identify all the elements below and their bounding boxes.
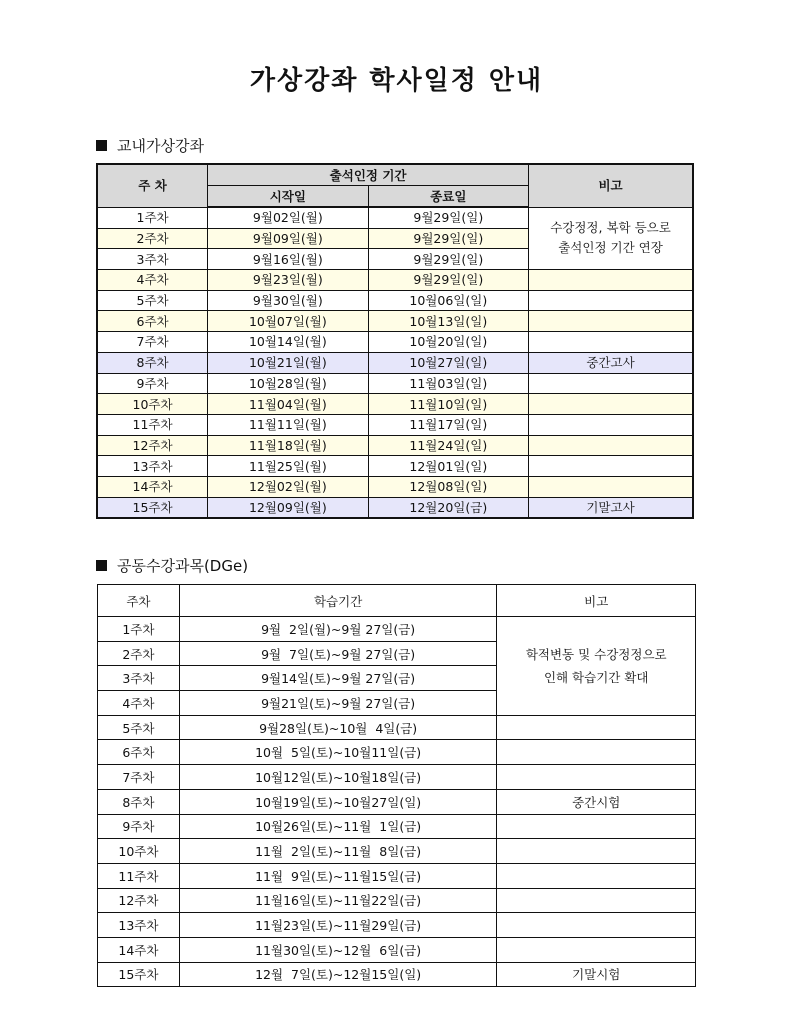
table-row <box>97 373 693 394</box>
cell-week: 13주차 <box>97 456 208 477</box>
cell-end: 11월17일(일) <box>368 414 528 435</box>
cell-period: 9월28일(토)~10월 4일(금) <box>179 715 497 740</box>
cell-note <box>497 765 696 790</box>
cell-period: 11월16일(토)~11월22일(금) <box>179 888 497 913</box>
cell-start: 12월09일(월) <box>208 497 368 518</box>
table-row <box>98 888 696 913</box>
table-row <box>98 937 696 962</box>
cell-start: 9월02일(월) <box>208 207 368 228</box>
table-row <box>97 497 693 518</box>
square-bullet-icon <box>96 560 107 571</box>
cell-week: 6주차 <box>98 740 180 765</box>
cell-note <box>497 740 696 765</box>
header-week: 주차 <box>98 585 180 617</box>
table-row <box>97 290 693 311</box>
cell-note <box>497 937 696 962</box>
table-row <box>98 789 696 814</box>
cell-note: 기말시험 <box>497 962 696 987</box>
cell-note <box>497 913 696 938</box>
cell-period: 11월 2일(토)~11월 8일(금) <box>179 839 497 864</box>
cell-end: 10월27일(일) <box>368 352 528 373</box>
table-row <box>98 913 696 938</box>
cell-week: 1주차 <box>98 617 180 642</box>
section-heading-campus <box>96 135 204 156</box>
cell-start: 10월21일(월) <box>208 352 368 373</box>
cell-end: 12월08일(일) <box>368 476 528 497</box>
table-row <box>97 435 693 456</box>
header-attendance: 출석인정 기간 <box>208 164 529 186</box>
cell-week: 6주차 <box>97 311 208 332</box>
cell-week: 11주차 <box>98 863 180 888</box>
cell-end: 9월29일(일) <box>368 249 528 270</box>
cell-period: 9월21일(토)~9월 27일(금) <box>179 691 497 716</box>
cell-note-extension <box>497 617 696 716</box>
table-row <box>98 839 696 864</box>
table-row <box>97 270 693 291</box>
cell-note: 기말고사 <box>529 497 693 518</box>
cell-period: 11월23일(토)~11월29일(금) <box>179 913 497 938</box>
page-title: 가상강좌 학사일정 안내 <box>249 66 544 96</box>
cell-week: 15주차 <box>97 497 208 518</box>
cell-note <box>497 839 696 864</box>
table-row <box>98 814 696 839</box>
cell-start: 11월04일(월) <box>208 394 368 415</box>
cell-week: 2주차 <box>97 228 208 249</box>
section-heading-dge <box>96 555 248 576</box>
section-heading-label: 교내가상강좌 <box>117 137 204 155</box>
cell-week: 4주차 <box>97 270 208 291</box>
cell-week: 13주차 <box>98 913 180 938</box>
cell-period: 9월 7일(토)~9월 27일(금) <box>179 641 497 666</box>
cell-week: 1주차 <box>97 207 208 228</box>
cell-period: 10월26일(토)~11월 1일(금) <box>179 814 497 839</box>
table-row <box>97 476 693 497</box>
cell-note <box>529 394 693 415</box>
cell-note-extension <box>529 207 693 270</box>
header-start: 시작일 <box>208 186 368 208</box>
cell-week: 9주차 <box>98 814 180 839</box>
cell-note <box>497 715 696 740</box>
square-bullet-icon <box>96 140 107 151</box>
cell-week: 5주차 <box>97 290 208 311</box>
cell-week: 3주차 <box>98 666 180 691</box>
cell-start: 12월02일(월) <box>208 476 368 497</box>
header-week: 주 차 <box>97 164 208 207</box>
cell-end: 10월20일(일) <box>368 332 528 353</box>
cell-start: 11월11일(월) <box>208 414 368 435</box>
header-end: 종료일 <box>368 186 528 208</box>
cell-week: 10주차 <box>98 839 180 864</box>
cell-period: 11월30일(토)~12월 6일(금) <box>179 937 497 962</box>
cell-week: 3주차 <box>97 249 208 270</box>
table-row <box>98 740 696 765</box>
table-row <box>97 207 693 228</box>
cell-start: 11월25일(월) <box>208 456 368 477</box>
table-row <box>97 394 693 415</box>
cell-end: 9월29일(일) <box>368 207 528 228</box>
cell-start: 9월23일(월) <box>208 270 368 291</box>
cell-end: 11월03일(일) <box>368 373 528 394</box>
cell-start: 10월28일(월) <box>208 373 368 394</box>
table-row <box>97 311 693 332</box>
cell-end: 9월29일(일) <box>368 228 528 249</box>
cell-start: 10월07일(월) <box>208 311 368 332</box>
cell-period: 9월 2일(월)~9월 27일(금) <box>179 617 497 642</box>
cell-week: 7주차 <box>98 765 180 790</box>
cell-week: 5주차 <box>98 715 180 740</box>
cell-week: 9주차 <box>97 373 208 394</box>
cell-end: 10월13일(일) <box>368 311 528 332</box>
table-row <box>97 352 693 373</box>
cell-week: 14주차 <box>98 937 180 962</box>
cell-note <box>497 814 696 839</box>
section-heading-label: 공동수강과목(DGe) <box>117 557 249 575</box>
cell-start: 9월16일(월) <box>208 249 368 270</box>
cell-week: 4주차 <box>98 691 180 716</box>
cell-week: 7주차 <box>97 332 208 353</box>
cell-week: 8주차 <box>98 789 180 814</box>
cell-start: 9월09일(월) <box>208 228 368 249</box>
table-row <box>98 715 696 740</box>
cell-period: 10월 5일(토)~10월11일(금) <box>179 740 497 765</box>
cell-week: 15주차 <box>98 962 180 987</box>
cell-week: 14주차 <box>97 476 208 497</box>
cell-note <box>529 311 693 332</box>
cell-start: 10월14일(월) <box>208 332 368 353</box>
cell-period: 10월19일(토)~10월27일(일) <box>179 789 497 814</box>
cell-note <box>497 863 696 888</box>
table-row <box>97 332 693 353</box>
cell-start: 9월30일(월) <box>208 290 368 311</box>
table-row <box>98 863 696 888</box>
cell-week: 11주차 <box>97 414 208 435</box>
cell-start: 11월18일(월) <box>208 435 368 456</box>
cell-end: 10월06일(일) <box>368 290 528 311</box>
header-note: 비고 <box>529 164 693 207</box>
cell-note <box>497 888 696 913</box>
cell-note <box>529 290 693 311</box>
dge-schedule-table <box>97 584 696 987</box>
cell-end: 12월01일(일) <box>368 456 528 477</box>
note-line: 학적변동 및 수강정정으로 <box>525 646 667 662</box>
cell-end: 9월29일(일) <box>368 270 528 291</box>
cell-note: 중간시험 <box>497 789 696 814</box>
cell-end: 11월10일(일) <box>368 394 528 415</box>
note-line: 출석인정 기간 연장 <box>558 240 663 256</box>
cell-week: 12주차 <box>97 435 208 456</box>
cell-note <box>529 435 693 456</box>
cell-week: 12주차 <box>98 888 180 913</box>
cell-period: 9월14일(토)~9월 27일(금) <box>179 666 497 691</box>
table-row <box>98 765 696 790</box>
note-line: 인해 학습기간 확대 <box>543 669 649 685</box>
cell-note: 중간고사 <box>529 352 693 373</box>
cell-period: 11월 9일(토)~11월15일(금) <box>179 863 497 888</box>
table-row <box>98 962 696 987</box>
cell-week: 8주차 <box>97 352 208 373</box>
cell-period: 12월 7일(토)~12월15일(일) <box>179 962 497 987</box>
header-note: 비고 <box>497 585 696 617</box>
cell-week: 10주차 <box>97 394 208 415</box>
table-row <box>97 456 693 477</box>
campus-schedule-table <box>96 163 694 519</box>
cell-note <box>529 332 693 353</box>
cell-week: 2주차 <box>98 641 180 666</box>
cell-note <box>529 373 693 394</box>
cell-end: 11월24일(일) <box>368 435 528 456</box>
note-line: 수강정정, 복학 등으로 <box>550 220 671 236</box>
cell-note <box>529 270 693 291</box>
cell-note <box>529 476 693 497</box>
header-period: 학습기간 <box>179 585 497 617</box>
cell-note <box>529 414 693 435</box>
table-row <box>98 617 696 642</box>
table-row <box>97 414 693 435</box>
cell-note <box>529 456 693 477</box>
cell-period: 10월12일(토)~10월18일(금) <box>179 765 497 790</box>
cell-end: 12월20일(금) <box>368 497 528 518</box>
